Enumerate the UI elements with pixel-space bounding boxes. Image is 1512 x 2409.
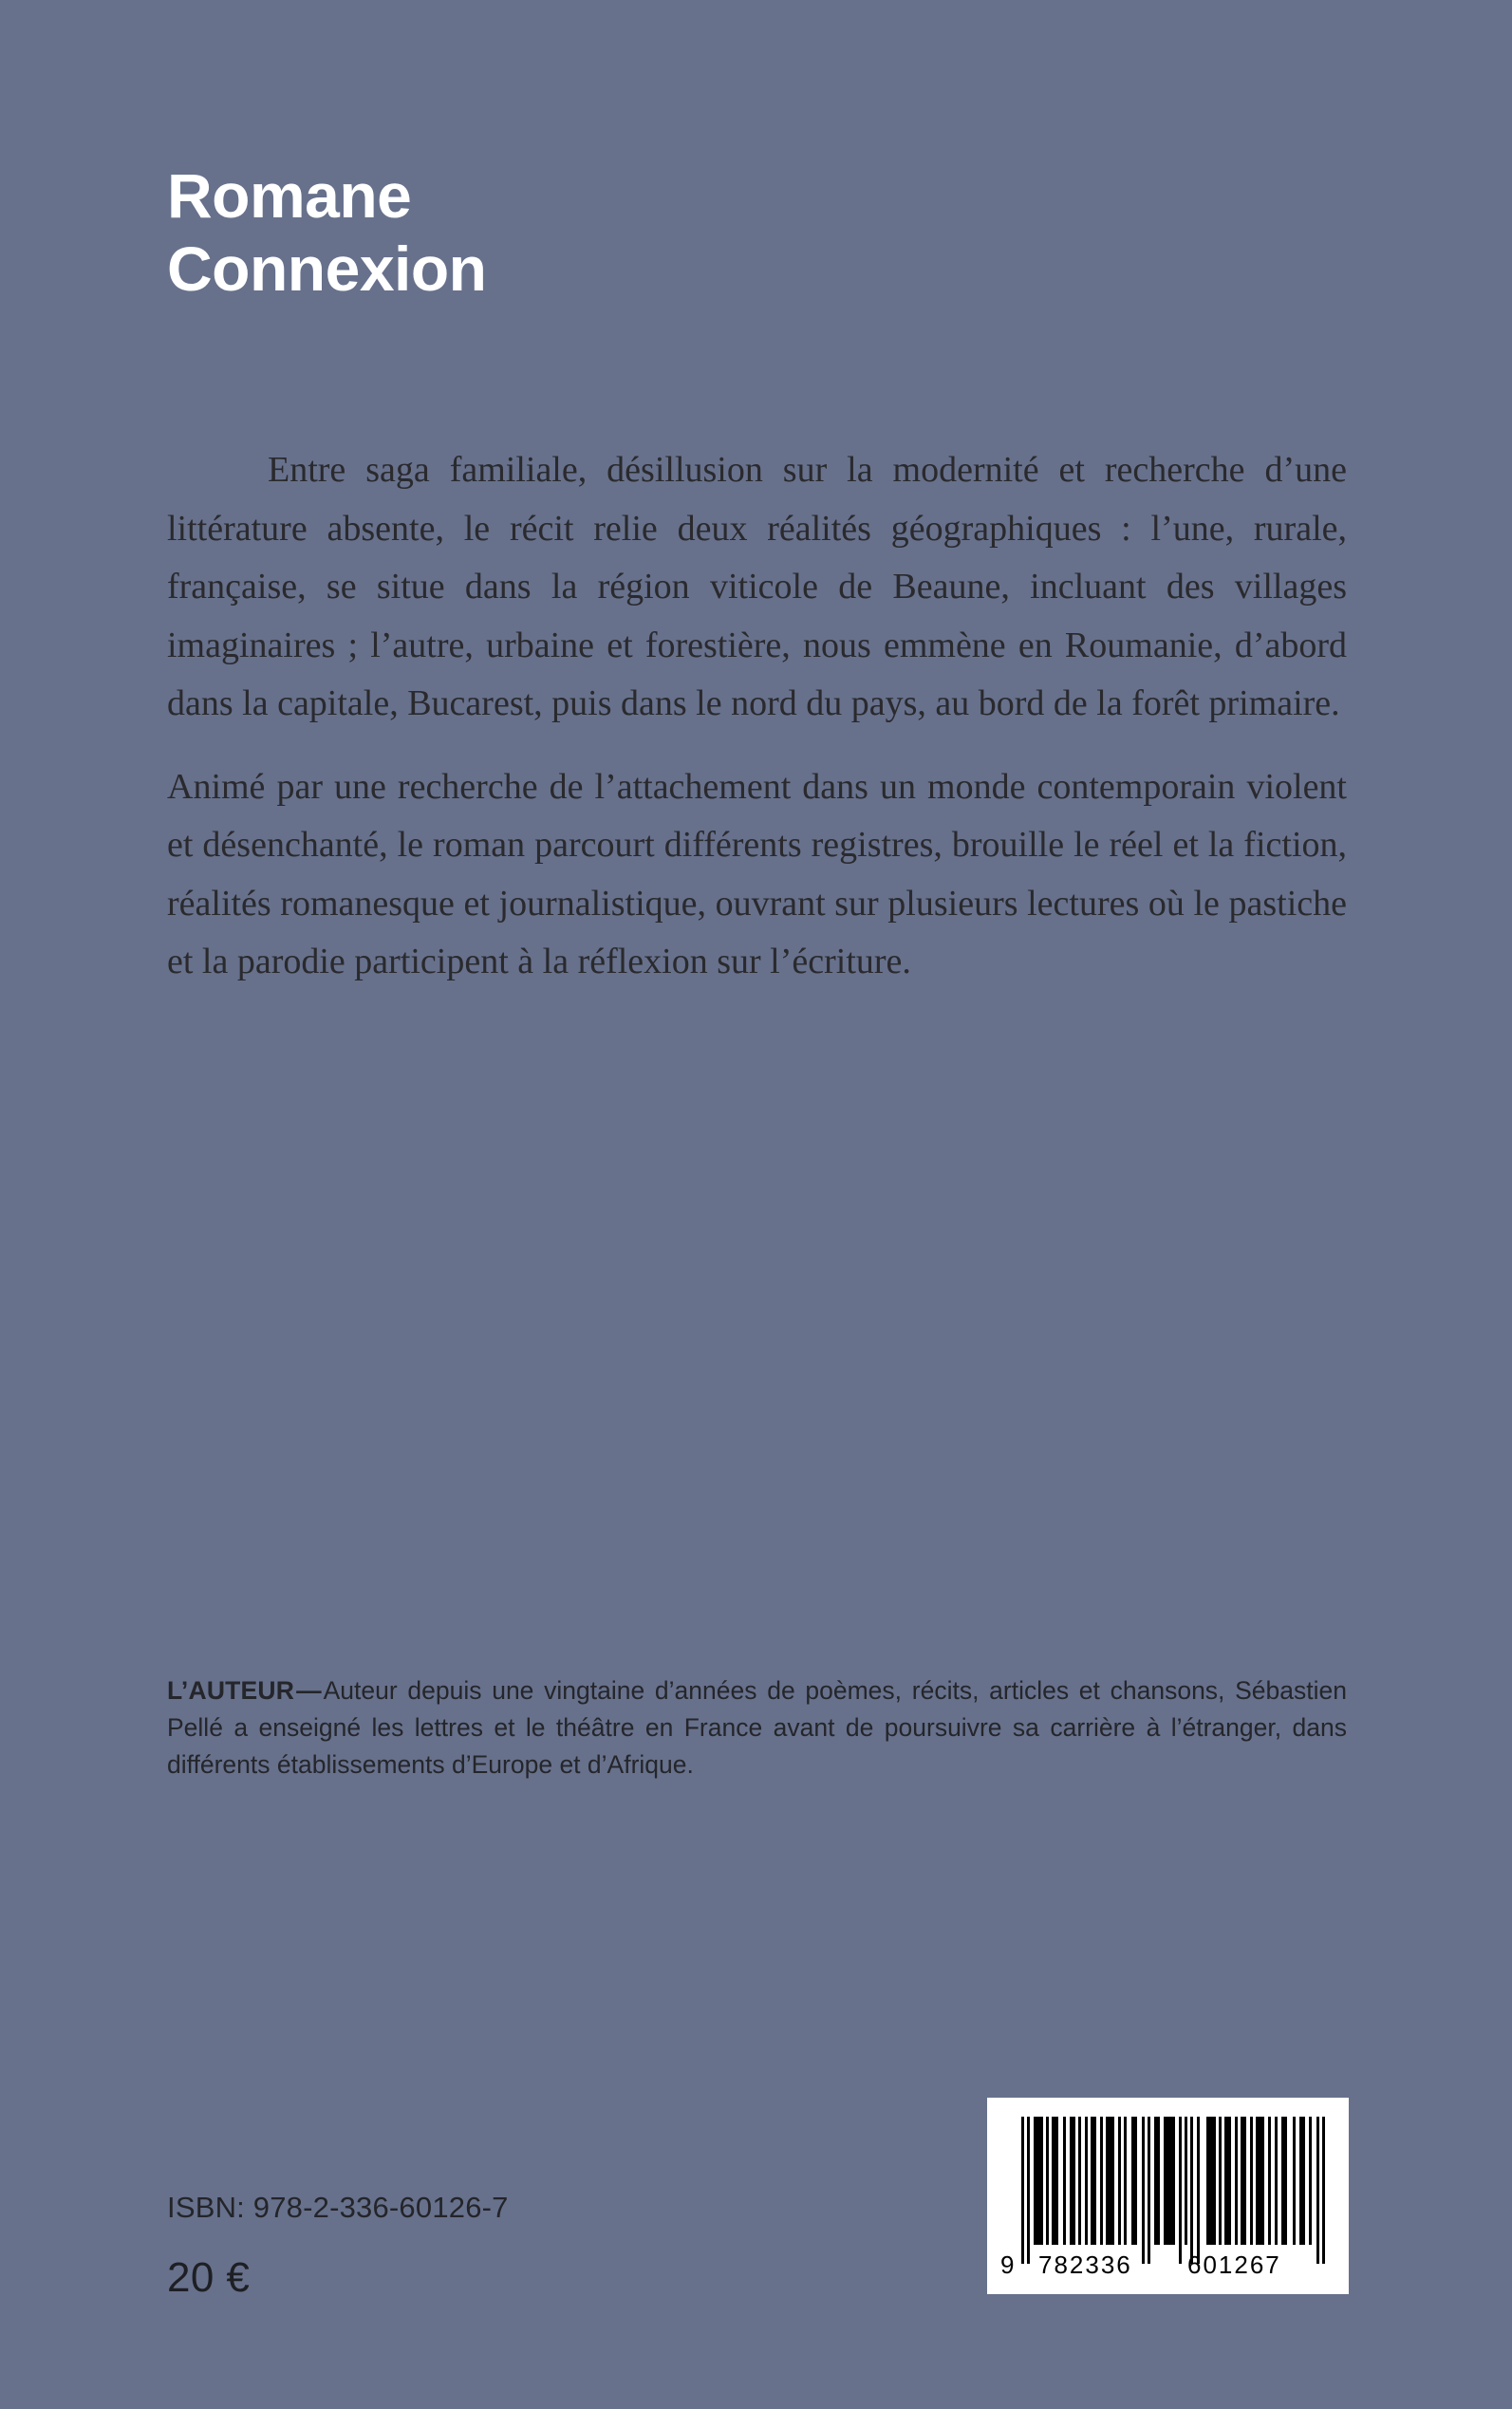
author-bio-paragraph <box>167 1672 1347 1784</box>
isbn-text: ISBN: 978-2-336-60126-7 <box>167 2191 509 2224</box>
barcode-digit-prefix: 9 <box>1000 2250 1017 2279</box>
blurb-paragraph-1: Entre saga familiale, désillusion sur la modernité et recherche d’une littérature absente, le récit relie deux réalités géographiques : l’une, rurale, française, se situe dans la région viticole de Beaune, incluant des villages imaginaires ; l’autre, urbaine et forestière, nous emmène en Roumanie, d’abord dans la capitale, Bucarest, puis dans le nord du pays, au bord de la forêt primaire. <box>167 450 1347 724</box>
author-dash: — <box>296 1676 322 1705</box>
title-line-1: Romane <box>167 160 412 231</box>
barcode <box>987 2098 1349 2294</box>
barcode-graphic <box>987 2098 1349 2294</box>
barcode-digits-right: 601267 <box>1187 2250 1281 2279</box>
title-line-2: Connexion <box>167 233 487 305</box>
price-text: 20 € <box>167 2254 251 2301</box>
barcode-digits-left: 782336 <box>1038 2250 1132 2279</box>
blurb-section <box>167 441 1347 992</box>
book-title <box>167 159 1021 306</box>
author-label: L’AUTEUR <box>167 1676 295 1705</box>
author-bio-text: Auteur depuis une vingtaine d’années de poèmes, récits, articles et chansons, Sébastien Pellé a enseigné les lettres et le théâtre en France avant de poursuivre sa carrière à l’étranger, dans différents établissements d’Europe et d’Afrique. <box>167 1676 1347 1780</box>
blurb-paragraph-2: Animé par une recherche de l’attachement dans un monde contemporain violent et désenchanté, le roman parcourt différents registres, brouille le réel et la fiction, réalités romanesque et journalistique, ouvrant sur plusieurs lectures où le pastiche et la parodie participent à la réflexion sur l’écriture. <box>167 766 1347 982</box>
author-section <box>167 1672 1347 1784</box>
